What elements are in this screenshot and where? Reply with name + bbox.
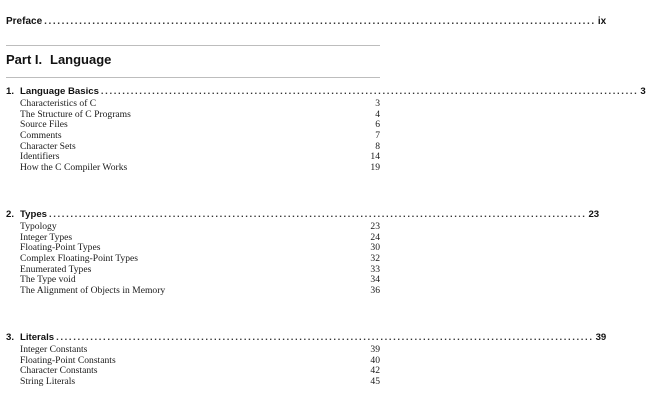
- section-title: Floating-Point Types: [20, 242, 101, 254]
- section-title: Floating-Point Constants: [20, 354, 116, 366]
- part-heading: [6, 52, 111, 67]
- section-page-number: 36: [370, 285, 380, 297]
- section-page-number: 39: [370, 344, 380, 355]
- preface-title: Preface: [6, 16, 43, 27]
- section-item[interactable]: [6, 274, 380, 285]
- section-list: [6, 221, 380, 296]
- section-item[interactable]: [6, 109, 380, 120]
- section-page-number: 3: [375, 98, 380, 109]
- section-page-number: 24: [370, 231, 380, 243]
- section-title: Character Constants: [20, 365, 98, 377]
- chapter-entry[interactable]: [6, 209, 600, 221]
- section-title: Complex Floating-Point Types: [20, 253, 139, 265]
- chapter-page-number: 3: [640, 86, 646, 97]
- section-title: Characteristics of C: [20, 98, 97, 109]
- section-title: Source Files: [20, 119, 68, 131]
- section-item[interactable]: [6, 119, 380, 130]
- section-page-number: 32: [370, 253, 380, 265]
- chapter-3: [6, 332, 607, 388]
- chapter-title: Literals: [20, 332, 55, 343]
- chapter-entry[interactable]: [6, 332, 607, 344]
- section-page-number: 6: [375, 119, 380, 131]
- section-page-number: 42: [370, 365, 380, 377]
- chapter-entry[interactable]: [6, 86, 646, 98]
- section-title: How the C Compiler Works: [20, 162, 128, 174]
- dot-leader: ..............................................................................................................................: [100, 86, 639, 97]
- divider-rule: [6, 45, 380, 46]
- section-item[interactable]: [6, 376, 380, 387]
- section-item[interactable]: [6, 232, 380, 243]
- section-item[interactable]: [6, 365, 380, 376]
- section-item[interactable]: [6, 98, 380, 109]
- section-item[interactable]: [6, 264, 380, 275]
- chapter-title: Types: [20, 209, 48, 220]
- section-item[interactable]: [6, 344, 380, 355]
- section-item[interactable]: [6, 141, 380, 152]
- section-page-number: 19: [370, 162, 380, 174]
- chapter-title: Language Basics: [20, 86, 99, 97]
- dot-leader: ..............................................................................................................................: [56, 332, 594, 343]
- section-item[interactable]: [6, 285, 380, 296]
- chapter-1: [6, 86, 646, 174]
- section-item[interactable]: [6, 130, 380, 141]
- part-label: Part I.: [6, 52, 43, 67]
- section-item[interactable]: [6, 355, 380, 366]
- section-item[interactable]: [6, 162, 380, 173]
- chapter-number: 1.: [6, 86, 15, 97]
- chapter-number: 2.: [6, 209, 15, 220]
- part-title: Language: [50, 52, 112, 67]
- section-title: The Structure of C Programs: [20, 108, 131, 120]
- section-title: The Alignment of Objects in Memory: [20, 285, 166, 297]
- dot-leader: ..............................................................................................................................: [49, 209, 587, 220]
- chapter-number: 3.: [6, 332, 15, 343]
- section-title: Character Sets: [20, 140, 76, 152]
- section-page-number: 14: [370, 151, 380, 163]
- chapter-page-number: 23: [588, 209, 600, 220]
- section-list: [6, 344, 380, 387]
- preface-page-number: ix: [597, 16, 607, 27]
- toc-page: [6, 0, 646, 400]
- section-item[interactable]: [6, 151, 380, 162]
- section-page-number: 8: [375, 140, 380, 152]
- dot-leader: ..............................................................................................................................: [44, 16, 596, 27]
- section-title: Integer Constants: [20, 344, 88, 355]
- section-page-number: 33: [370, 263, 380, 275]
- chapter-2: [6, 209, 600, 297]
- chapter-page-number: 39: [595, 332, 607, 343]
- section-title: Integer Types: [20, 231, 73, 243]
- section-title: Comments: [20, 130, 62, 142]
- section-title: Typology: [20, 221, 57, 232]
- section-item[interactable]: [6, 253, 380, 264]
- section-title: Enumerated Types: [20, 263, 92, 275]
- section-page-number: 4: [375, 108, 380, 120]
- section-item[interactable]: [6, 242, 380, 253]
- section-title: String Literals: [20, 376, 76, 388]
- section-page-number: 30: [370, 242, 380, 254]
- section-page-number: 40: [370, 354, 380, 366]
- divider-rule: [6, 77, 380, 78]
- section-list: [6, 98, 380, 173]
- section-page-number: 34: [370, 274, 380, 286]
- section-title: Identifiers: [20, 151, 60, 163]
- section-item[interactable]: [6, 221, 380, 232]
- section-page-number: 45: [370, 376, 380, 388]
- section-page-number: 7: [375, 130, 380, 142]
- section-page-number: 23: [370, 221, 380, 232]
- toc-entry-preface[interactable]: [6, 16, 607, 27]
- section-title: The Type void: [20, 274, 76, 286]
